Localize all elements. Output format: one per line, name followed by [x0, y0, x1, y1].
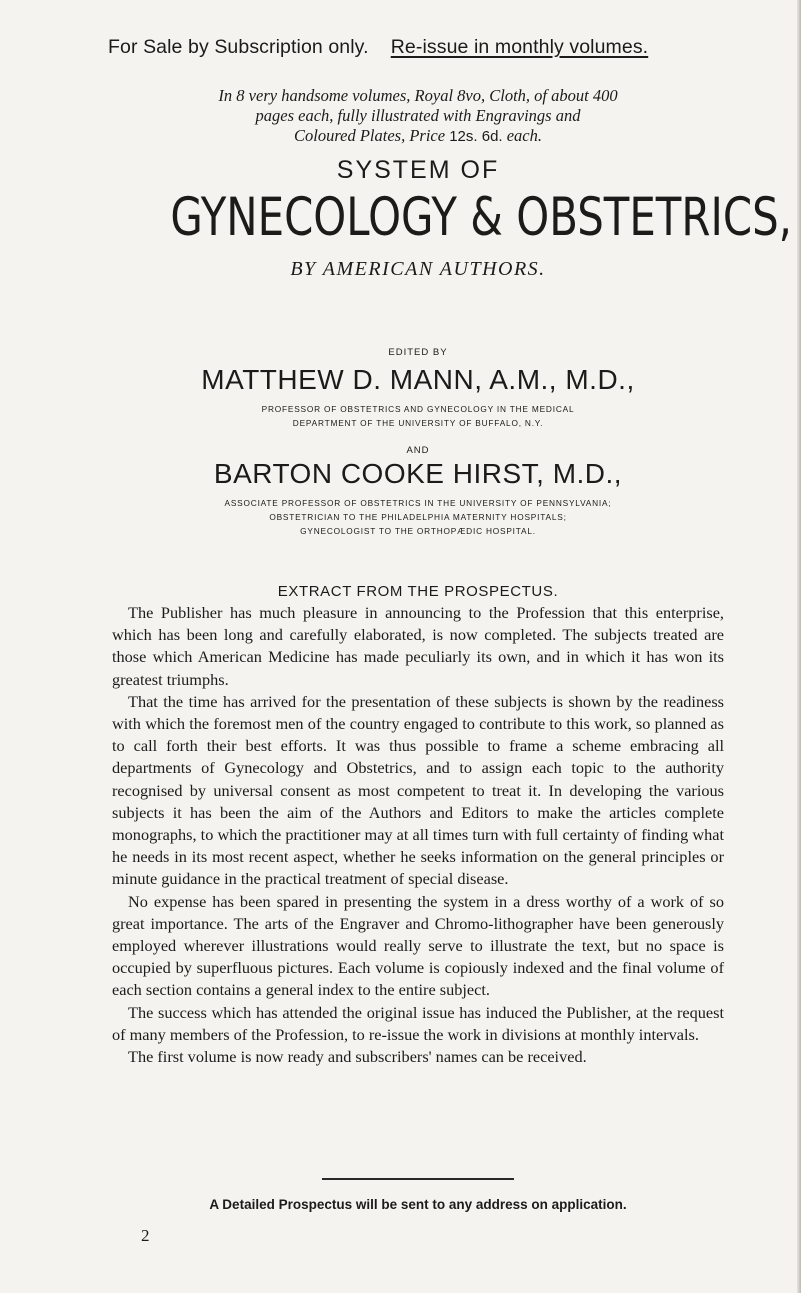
system-of-heading: SYSTEM OF	[336, 156, 500, 184]
header-line	[108, 36, 730, 59]
edition-description: In 8 very handsome volumes, Royal 8vo, Cloth, of about 400 pages each, fully illustrated with Engravings and Coloured Plates, Price 12s. 6d. each.	[218, 86, 618, 145]
editor-1-affiliation: PROFESSOR OF OBSTETRICS AND GYNECOLOGY IN THE MEDICAL DEPARTMENT OF THE UNIVERSITY OF BUFFALO, N.Y.	[261, 404, 575, 428]
editor-2-affiliation: ASSOCIATE PROFESSOR OF OBSTETRICS IN THE UNIVERSITY OF PENNSYLVANIA; OBSTETRICIAN TO THE PHILADELPHIA MATERNITY HOSPITALS; GYNECOLOGIST TO THE ORTHOPÆDIC HOSPITAL.	[224, 498, 612, 536]
page-number: 2	[141, 1226, 150, 1245]
by-authors: BY AMERICAN AUTHORS.	[290, 258, 546, 280]
prospectus-note: A Detailed Prospectus will be sent to any address on application.	[209, 1197, 627, 1212]
book-title: GYNECOLOGY & OBSTETRICS,	[170, 187, 792, 248]
paragraph: That the time has arrived for the presentation of these subjects is shown by the readiness with which the foremost men of the country engaged to contribute to this work, so planned as to call forth their best efforts. It was thus possible to frame a scheme embracing all departments of Gynecology and Obstetrics, and to assign each topic to the authority recognised by universal consent as most competent to treat it. In developing the various subjects it has been the aim of the Authors and Editors to make the articles complete monographs, to which the practitioner may at all times turn with full certainty of finding what he needs in its most recent aspect, whether he seeks information on the general principles or minute guidance in the practical treatment of special disease.	[112, 691, 724, 889]
editor-1-name: MATTHEW D. MANN, A.M., M.D.,	[201, 364, 635, 395]
header-right: Re-issue in monthly volumes.	[390, 36, 649, 58]
extract-heading: EXTRACT FROM THE PROSPECTUS.	[277, 583, 559, 600]
edited-by-label: EDITED BY	[388, 347, 448, 358]
header-left: For Sale by Subscription only.	[108, 36, 369, 58]
editor-2-name: BARTON COOKE HIRST, M.D.,	[213, 458, 623, 489]
paragraph: The first volume is now ready and subscribers' names can be received.	[128, 1047, 587, 1067]
and-label: AND	[406, 445, 430, 456]
price: 12s. 6d.	[449, 128, 503, 145]
paragraph: The success which has attended the original issue has induced the Publisher, at the request of many members of the Profession, to re-issue the work in divisions at monthly intervals.	[112, 1002, 724, 1044]
prospectus-body	[112, 602, 724, 1068]
divider-rule	[322, 1178, 514, 1180]
paragraph: No expense has been spared in presenting the system in a dress worthy of a work of so great importance. The arts of the Engraver and Chromo-lithographer have been generously employed wherever illustrations would really serve to illustrate the text, but no space is occupied by superfluous pictures. Each volume is copiously indexed and the final volume of each section contains a general index to the entire subject.	[112, 891, 724, 1000]
page-edge-shadow	[797, 0, 801, 1293]
paragraph: The Publisher has much pleasure in announcing to the Profession that this enterprise, which has been long and carefully elaborated, is now completed. The subjects treated are those which American Medicine has made peculiarly its own, and in which it has won its greatest triumphs.	[112, 603, 724, 689]
